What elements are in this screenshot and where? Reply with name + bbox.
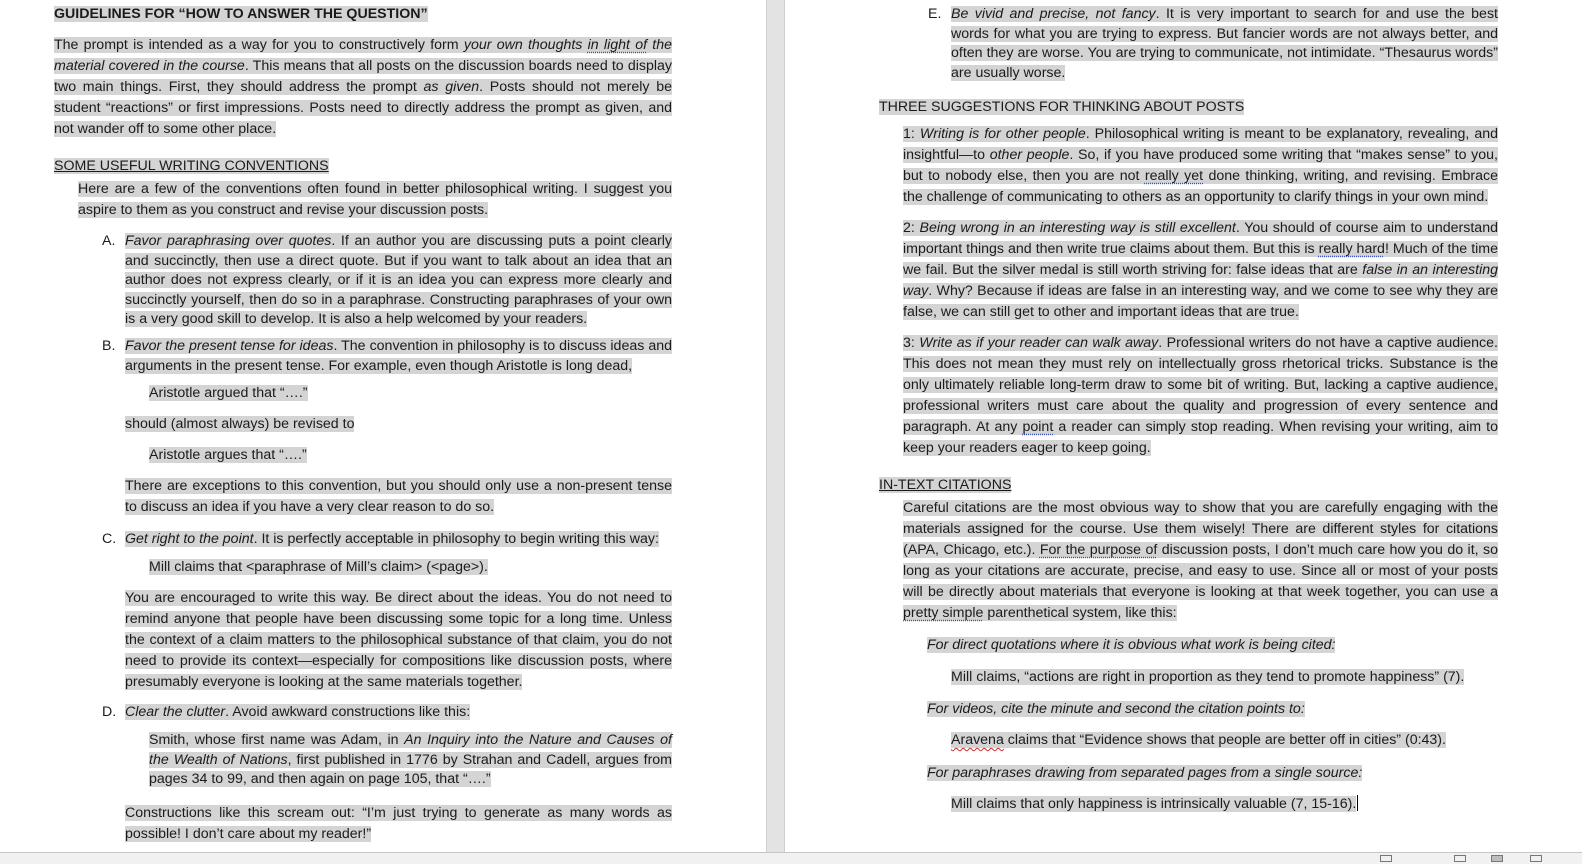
item-d-marker: D. bbox=[102, 704, 117, 720]
item-b-middle: should (almost always) be revised to bbox=[125, 416, 355, 432]
proofing-icon[interactable] bbox=[1380, 855, 1392, 862]
document-page-right[interactable] bbox=[785, 0, 1582, 852]
item-a-marker: A. bbox=[102, 233, 116, 249]
item-e-marker: E. bbox=[928, 6, 942, 22]
item-b-example-present: Aristotle argues that “….” bbox=[149, 447, 307, 463]
page-gutter bbox=[766, 0, 785, 852]
cite-video-label: For videos, cite the minute and second the citation points to: bbox=[927, 701, 1305, 717]
item-c-marker: C. bbox=[102, 531, 117, 547]
item-c: Get right to the point. It is perfectly acceptable in philosophy to begin writing this way: bbox=[125, 531, 659, 547]
item-c-example: Mill claims that <paraphrase of Mill’s claim> (<page>). bbox=[149, 559, 488, 575]
suggestion-3: 3: Write as if your reader can walk away. Professional writers do not have a captive audience. This does not mean they must rely on intellectually gross rhetorical tricks. Substance is the only ultimately reliable long-term draw to some bit of writing. But, lacking a captive audience, professional writers must care about the quality and progression of every sentence and paragraph. At any point a reader can simply stop reading. When revising your writing, aim to keep your readers eager to keep going. bbox=[903, 335, 1498, 456]
item-b-after: There are exceptions to this convention, but you should only use a non-present tense to discuss an idea if you have a very clear reason to do so. bbox=[125, 478, 672, 515]
item-e: Be vivid and precise, not fancy. It is very important to search for and use the best words for what you are trying to express. But fancier words are not always better, and often they are worse. You are trying to communicate, not intimidate. “Thesaurus words” are usually worse. bbox=[951, 6, 1498, 81]
item-d-example: Smith, whose first name was Adam, in An Inquiry into the Nature and Causes of the Wealth of Nations, first published in 1776 by Strahan and Cadell, argues from pages 34 to 99, and then again on page 105, that “….” bbox=[149, 732, 673, 787]
text-cursor bbox=[1357, 795, 1358, 811]
cite-direct-example: Mill claims, “actions are right in proportion as they tend to promote happiness” (7). bbox=[951, 669, 1465, 685]
item-d: Clear the clutter. Avoid awkward constructions like this: bbox=[125, 704, 471, 720]
suggestion-2: 2: Being wrong in an interesting way is still excellent. You should of course aim to understand important things and then write true claims about them. But this is really hard! Much of the time we fail. But the silver medal is still worth striving for: false ideas that are false in an interesting way. Why? Because if ideas are false in an interesting way, and we come to see why they are false, we can still get to other and important ideas that are true. bbox=[903, 220, 1499, 320]
item-c-after: You are encouraged to write this way. Be direct about the ideas. You do not need to remind anyone that people have been discussing some topic for a long time. Unless the context of a claim matters to the philosophical substance of that claim, you do not need to provide its context—especially for compositions like discussion posts, where presumably everyone is looking at the same materials together. bbox=[125, 590, 672, 690]
status-bar bbox=[0, 852, 1582, 864]
item-b-marker: B. bbox=[102, 338, 116, 354]
item-a: Favor paraphrasing over quotes. If an author you are discussing puts a point clearly and succinctly, then use a direct quote. But if you want to talk about an idea that an author does not express clearly, or if it is an idea you can express more clearly and succinctly yourself, then do so in a paraphrase. Constructing paraphrases of your own is a very good skill to develop. It is also a help welcomed by your readers. bbox=[125, 233, 672, 327]
cite-paraphrase-example[interactable]: Mill claims that only happiness is intrinsically valuable (7, 15-16). bbox=[951, 796, 1357, 812]
cite-video-example: Aravena claims that “Evidence shows that people are better off in cities” (0:43). bbox=[951, 732, 1446, 748]
conventions-intro: Here are a few of the conventions often found in better philosophical writing. I suggest you aspire to them as you construct and revise your discussion posts. bbox=[78, 181, 672, 218]
suggestion-1: 1: Writing is for other people. Philosophical writing is meant to be explanatory, revealing, and insightful—to other people. So, if you have produced some writing that “makes sense” to you, but to nobody else, then you are not really yet done thinking, writing, and revising. Embrace the challenge of communicating to others as an opportunity to clarify things in your own mind. bbox=[903, 126, 1498, 205]
document-page-left[interactable] bbox=[0, 0, 766, 852]
suggestions-heading: THREE SUGGESTIONS FOR THINKING ABOUT POSTS bbox=[879, 99, 1245, 115]
cite-direct-label: For direct quotations where it is obvious what work is being cited: bbox=[927, 637, 1336, 653]
cite-paraphrase-label: For paraphrases drawing from separated pages from a single source: bbox=[927, 765, 1363, 781]
conventions-heading: SOME USEFUL WRITING CONVENTIONS bbox=[54, 158, 329, 174]
guidelines-paragraph: The prompt is intended as a way for you to constructively form your own thoughts in light of the material covered in the course. This means that all posts on the discussion boards need to display two main things. First, they should address the prompt as given. Posts should not merely be student “reactions” or first impressions. Posts need to directly address the prompt as given, and not wander off to some other place. bbox=[54, 37, 673, 137]
read-mode-icon[interactable] bbox=[1454, 855, 1466, 862]
citations-heading: IN-TEXT CITATIONS bbox=[879, 477, 1012, 493]
item-b: Favor the present tense for ideas. The convention in philosophy is to discuss ideas and arguments in the present tense. For example, even though Aristotle is long dead, bbox=[125, 338, 672, 374]
citations-paragraph: Careful citations are the most obvious way to show that you are carefully engaging with the materials assigned for the course. Use them wisely! There are different styles for citations (APA, Chicago, etc.). For the purpose of discussion posts, I don’t much care how you do it, so long as your citations are accurate, precise, and easy to use. Since all or most of your posts will be directly about materials that everyone is looking at that week together, you can use a pretty simple parenthetical system, like this: bbox=[903, 500, 1499, 621]
item-b-example-past: Aristotle argued that “….” bbox=[149, 385, 308, 401]
print-layout-icon[interactable] bbox=[1491, 855, 1503, 862]
guidelines-heading: GUIDELINES FOR “HOW TO ANSWER THE QUESTION” bbox=[54, 6, 428, 22]
web-layout-icon[interactable] bbox=[1530, 855, 1542, 862]
item-d-after: Constructions like this scream out: “I’m just trying to generate as many words as possible! I don’t care about my reader!” bbox=[125, 805, 672, 842]
